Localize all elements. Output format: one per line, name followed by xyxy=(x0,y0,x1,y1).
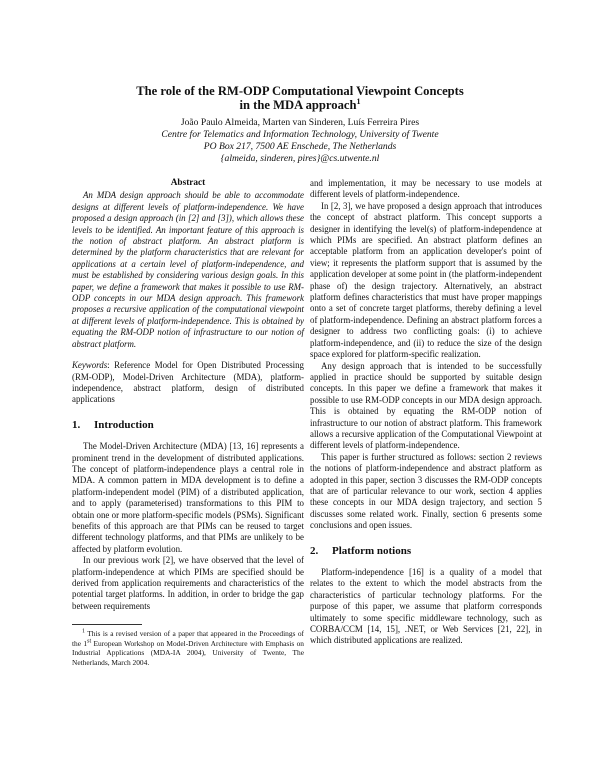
footnote-ordinal: st xyxy=(87,638,92,645)
paragraph: and implementation, it may be necessary to use models at different levels of platform-independence. xyxy=(310,178,542,200)
footnote-mark: 1 xyxy=(82,628,85,635)
paragraph: In our previous work [2], we have observed that the level of platform-independence at which PIMs are specified should be derived from application requirements and characteristics of the potential target platforms. In addition, in order to bridge the gap between requirements xyxy=(72,555,304,611)
paragraph: The Model-Driven Architecture (MDA) [13, 16] represents a prominent trend in the development of distributed applications. The concept of platform-independence plays a central role in MDA. A common pattern in MDA development is to define a platform-independent model (PIM) of a distributed application, and to apply (parameterised) transformations to this PIM to obtain one or more platform-specific models (PSMs). Significant benefits of this approach are that PIMs can be reused to target different technology platforms, and that PIMs are unlikely to be affected by platform evolution. xyxy=(72,441,304,554)
section-title: Platform notions xyxy=(332,544,412,557)
affiliation-line: Centre for Telematics and Information Technology, University of Twente xyxy=(161,129,439,140)
paragraph: This paper is further structured as follows: section 2 reviews the notions of platform-independence and abstract platform as adopted in this paper, section 3 discusses the RM-ODP concepts that are of particular relevance to our work, section 4 applies these concepts in our MDA design trajectory, and section 5 discusses some related work. Finally, section 6 presents some conclusions and open issues. xyxy=(310,451,542,531)
abstract-text: An MDA design approach should be able to accommodate designs at different levels of platform-independence. We have proposed a design approach (in [2] and [3]), which allows these levels to be identified. An important feature of this approach is the notion of abstract platform. An abstract platform is determined by the platform characteristics that are relevant for applications at a certain level of platform-independence, and must be established by considering various design goals. In this paper, we define a framework that makes it possible to use RM-ODP concepts in our MDA design approach. This framework proposes a recursive application of the computational viewpoint at different levels of platform-independence. This is obtained by equating the RM-ODP notion of infrastructure to our notion of abstract platform. xyxy=(72,190,304,349)
title-line-1: The role of the RM-ODP Computational Viewpoint Concepts xyxy=(136,84,464,98)
author-list: João Paulo Almeida, Marten van Sinderen, Luís Ferreira Pires xyxy=(180,117,420,128)
keywords-text: : Reference Model for Open Distributed Processing (RM-ODP), Model-Driven Architecture (MDA), platform-independence, abstract platform, design of distributed applications xyxy=(72,360,304,405)
affiliation-line: PO Box 217, 7500 AE Enschede, The Netherlands xyxy=(203,141,397,153)
section-title: Introduction xyxy=(94,418,154,431)
author-emails: {almeida, sinderen, pires}@cs.utwente.nl xyxy=(220,153,380,165)
section-heading-introduction xyxy=(72,420,304,431)
abstract-heading: Abstract xyxy=(170,178,206,188)
paragraph: Any design approach that is intended to be successfully applied in practice should be supported by suitable design concepts. In this paper we define a framework that makes it possible to use RM-ODP concepts in our MDA design approach. This is obtained by equating the RM-ODP notion of infrastructure to our notion of abstract platform. This framework allows a recursive application of the Computational Viewpoint at different levels of platform-independence. xyxy=(310,360,542,451)
paragraph: Platform-independence [16] is a quality of a model that relates to the extent to which the model abstracts from the characteristics of particular technology platforms. For the purpose of this paper, we assume that platform corresponds ultimately to some specific middleware technology, such as CORBA/CCM [14, 15], .NET, or Web Services [21, 22], in which distributed applications are realized. xyxy=(310,567,542,646)
title-footnote-mark: 1 xyxy=(356,96,361,106)
left-column xyxy=(72,178,304,668)
paragraph: In [2, 3], we have proposed a design approach that introduces the concept of abstract platform. This concept supports a designer in identifying the level(s) of platform-independence at which PIMs are specified. An abstract platform defines an acceptable platform from an application developer's point of view; it represents the platform support that is assumed by the application developer at some point in (the platform-independent phase of) the design trajectory. Alternatively, an abstract platform defines characteristics that must have proper mappings onto a set of concrete target platforms, thereby defining a level of platform-independence. Defining an abstract platform forces a designer to address two conflicting goals: (i) to achieve platform-independence, and (ii) to reduce the size of the design space explored for platform-specific realization. xyxy=(310,200,542,360)
section-heading-platform-notions xyxy=(310,546,542,557)
affiliation xyxy=(60,129,540,166)
footnote-text: This is a revised version of a paper that appeared in the Proceedings of the 1 xyxy=(72,629,304,648)
title-line-2-text: in the MDA approach xyxy=(239,98,357,112)
title-line-2 xyxy=(60,98,540,112)
right-column xyxy=(310,178,542,647)
footnote xyxy=(72,629,304,667)
footnote-text: European Workshop on Model-Driven Architecture with Emphasis on Industrial Applications (MDA-IA 2004), University of Twente, The Netherlands, March 2004. xyxy=(72,638,304,667)
keywords-label: Keywords xyxy=(72,360,108,371)
footnote-rule xyxy=(72,624,142,625)
section-number: 1. xyxy=(72,418,81,431)
keywords xyxy=(72,360,304,406)
paper-title xyxy=(60,84,540,112)
section-number: 2. xyxy=(310,544,319,557)
